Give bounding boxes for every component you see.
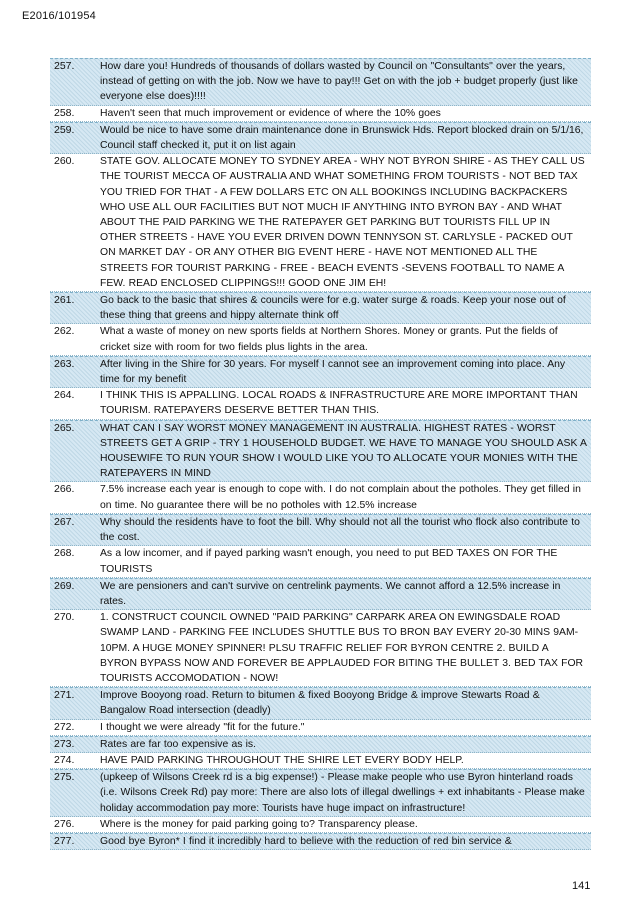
row-comment: Go back to the basic that shires & councils were for e.g. water surge & roads. Keep your nose out of these thing that greens and hippy alternate think off (100, 295, 566, 322)
row-number: 271. (54, 689, 75, 702)
row-number: 261. (54, 294, 75, 307)
row-comment: Would be nice to have some drain maintenance done in Brunswick Hds. Report blocked drain on 5/1/16, Council staff checked it, put it on list again (100, 124, 584, 152)
row-number: 276. (54, 817, 75, 830)
row-number: 274. (54, 753, 75, 766)
table-row (50, 578, 591, 610)
row-number: 262. (54, 325, 75, 338)
row-number: 270. (54, 611, 75, 624)
row-comment: HAVE PAID PARKING THROUGHOUT THE SHIRE LET EVERY BODY HELP. (100, 754, 464, 766)
table-row (50, 514, 591, 546)
row-comment: WHAT CAN I SAY WORST MONEY MANAGEMENT IN AUSTRALIA. HIGHEST RATES - WORST STREETS GET A GRIP - TRY 1 HOUSEHOLD BUDGET. WE HAVE TO MANAGE YOU SHOULD ASK A HOUSEWIFE TO RUN YOUR SHOW I WOULD LIKE YOU TO ALLOCATE YOUR MONIES WITH THE RATEPAYERS IN MIND (100, 422, 587, 480)
row-comment: Improve Booyong road. Return to bitumen & fixed Booyong Bridge & improve Stewarts Road & Bangalow Road intersection (deadly) (100, 690, 540, 717)
document-reference: E2016/101954 (22, 10, 96, 22)
comments-table (50, 58, 591, 850)
table-row (50, 482, 591, 513)
page-number: 141 (572, 880, 591, 892)
row-comment: As a low incomer, and if payed parking wasn't enough, you need to put BED TAXES ON FOR THE TOURISTS (100, 548, 558, 575)
table-row (50, 106, 591, 122)
row-number: 275. (54, 771, 75, 784)
table-row (50, 687, 591, 719)
table-row (50, 154, 591, 292)
row-comment: STATE GOV. ALLOCATE MONEY TO SYDNEY AREA - WHY NOT BYRON SHIRE - AS THEY CALL US THE TOURIST MECCA OF AUSTRALIA AND WHAT SOMETHING FROM TOURISTS - NOT BED TAX YOU TRIED FOR THAT - A FEW DOLLARS ETC ON ALL BOOKINGS INCLUDING BACKPACKERS WHO USE ALL OUR FACILITIES BUT NOT MUCH IF ANYTHING INTO BYRON BAY - AND WHAT ABOUT THE PAID PARKING WE THE RATEPAYER GET PARKING BUT TOURISTS FILL UP IN OTHER STREETS - HAVE YOU EVER DRIVEN DOWN TENNYSON ST. CARLYSLE - PACKED OUT ON MARKET DAY - OR ANY OTHER BIG EVENT HERE - HAVE NOT MENTIONED ALL THE STREETS FOR TOURIST PARKING - FREE - BEACH EVENTS -SEVENS FOOTBALL TO NAME A FEW. READ ENCLOSED CLIPPINGS!!! GOOD ONE JIM EH! (100, 156, 585, 289)
row-comment: After living in the Shire for 30 years. For myself I cannot see an improvement coming into place. Any time for my benefit (100, 358, 566, 386)
table-row (50, 122, 591, 154)
table-row (50, 58, 591, 106)
row-number: 266. (54, 483, 75, 496)
table-row (50, 753, 591, 769)
row-number: 257. (54, 60, 75, 72)
row-number: 269. (54, 579, 75, 592)
row-number: 265. (54, 421, 75, 434)
row-number: 268. (54, 547, 75, 560)
row-number: 263. (54, 357, 75, 370)
row-comment: (upkeep of Wilsons Creek rd is a big expense!) - Please make people who use Byron hinterland roads (i.e. Wilsons Creek Rd) pay more: There are also lots of illegal dwellings + ext inhabitants - Please make holiday accommodation pay more: Tourists have huge impact on infrastructure! (100, 772, 585, 814)
row-comment: How dare you! Hundreds of thousands of dollars wasted by Council on "Consultants" over the years, instead of getting on with the job. Now we have to pay!!! Get on with the job + budget properly (just like everyone else does)!!!! (100, 61, 578, 103)
row-comment: Haven't seen that much improvement or evidence of where the 10% goes (100, 107, 441, 119)
table-row (50, 769, 591, 817)
table-row (50, 833, 591, 850)
table-row (50, 324, 591, 355)
table-row (50, 356, 591, 388)
table-row (50, 546, 591, 577)
row-number: 273. (54, 737, 75, 750)
row-comment: 7.5% increase each year is enough to cope with. I do not complain about the potholes. They get filled in on time. No guarantee there will be no potholes with 12.5% increase (100, 484, 581, 511)
table-row (50, 420, 591, 483)
table-row (50, 736, 591, 753)
row-comment: 1. CONSTRUCT COUNCIL OWNED "PAID PARKING" CARPARK AREA ON EWINGSDALE ROAD SWAMP LAND - PARKING FEE INCLUDES SHUTTLE BUS TO BRON BAY EVERY 20-30 MINS 9AM-10PM. A HUGE MONEY SPINNER! PLSU TRAFFIC RELIEF FOR BYRON CENTRE 2. BUILD A BYRON BYPASS NOW AND FOREVER BE APPLAUDED FOR BITING THE BULLET 3. BED TAX FOR TOURISTS ACCOMODATION - NOW! (100, 612, 584, 684)
table-row (50, 292, 591, 324)
row-number: 277. (54, 834, 75, 847)
table-row (50, 388, 591, 419)
row-comment: We are pensioners and can't survive on centrelink payments. We cannot afford a 12.5% increase in rates. (100, 580, 561, 607)
row-comment: Where is the money for paid parking going to? Transparency please. (100, 818, 418, 830)
table-row (50, 610, 591, 687)
row-number: 267. (54, 515, 75, 528)
row-comment: I THINK THIS IS APPALLING. LOCAL ROADS & INFRASTRUCTURE ARE MORE IMPORTANT THAN TOURISM. RATEPAYERS DESERVE BETTER THAN THIS. (100, 390, 578, 417)
row-number: 259. (54, 123, 75, 136)
row-number: 260. (54, 155, 75, 168)
table-row (50, 817, 591, 833)
row-number: 264. (54, 389, 75, 402)
row-comment: What a waste of money on new sports fields at Northern Shores. Money or grants. Put the fields of cricket size with room for two fields plus lights in the area. (100, 326, 558, 353)
table-row (50, 720, 591, 736)
row-comment: Rates are far too expensive as is. (100, 738, 257, 750)
row-number: 272. (54, 720, 75, 733)
row-comment: I thought we were already "fit for the future." (100, 721, 305, 733)
row-number: 258. (54, 106, 75, 119)
row-comment: Good bye Byron* I find it incredibly hard to believe with the reduction of red bin service & (100, 835, 512, 847)
row-comment: Why should the residents have to foot the bill. Why should not all the tourist who flock also contribute to the cost. (100, 516, 580, 544)
